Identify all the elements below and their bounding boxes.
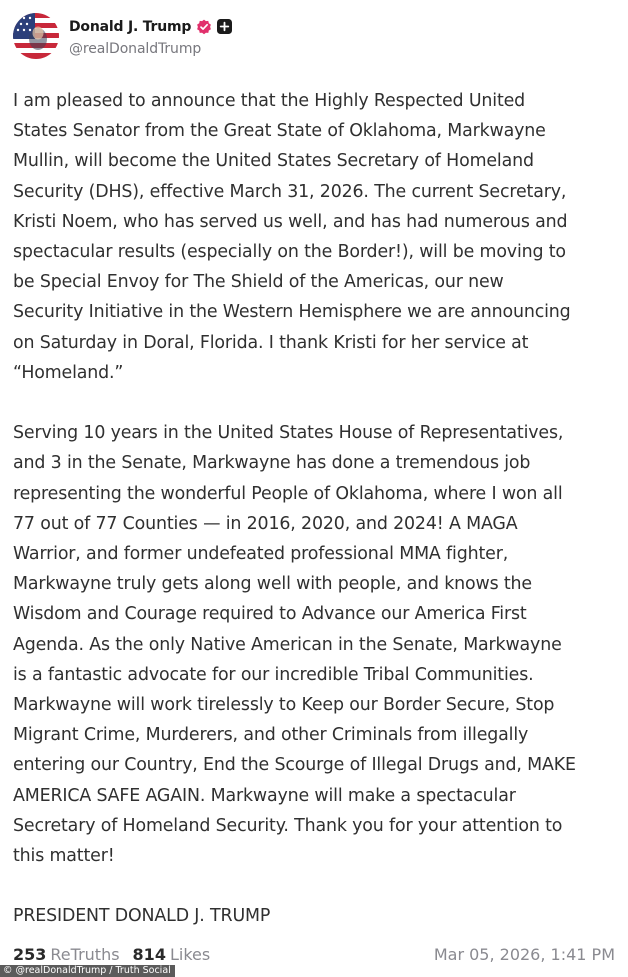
body-line: entering our Country, End the Scourge of Illegal Drugs and, MAKE (13, 755, 576, 776)
author-names (69, 16, 232, 57)
body-line: “Homeland.” (13, 362, 124, 383)
post-header (13, 13, 232, 59)
body-line: Warrior, and former undefeated professional MMA fighter, (13, 544, 509, 565)
paragraph-gap (13, 871, 621, 901)
plus-square-icon (217, 19, 232, 34)
retruths-stat[interactable] (13, 945, 120, 964)
signature-line: PRESIDENT DONALD J. TRUMP (13, 906, 271, 927)
retruths-label: ReTruths (50, 944, 120, 964)
body-line: Mullin, will become the United States Secretary of Homeland (13, 151, 534, 172)
author-display-name[interactable]: Donald J. Trump (69, 18, 192, 35)
body-line: Security (DHS), effective March 31, 2026. The current Secretary, (13, 181, 567, 202)
image-credit: © @realDonaldTrump / Truth Social (0, 965, 175, 977)
body-line: is a fantastic advocate for our incredible Tribal Communities. (13, 664, 534, 685)
likes-stat[interactable] (133, 945, 211, 964)
avatar-flag-image (13, 13, 59, 59)
body-line: AMERICA SAFE AGAIN. Markwayne will make a spectacular (13, 785, 516, 806)
verified-badge-icon (196, 19, 212, 35)
body-line: and 3 in the Senate, Markwayne has done a tremendous job (13, 453, 531, 474)
post-footer (13, 942, 615, 966)
avatar[interactable] (13, 13, 59, 59)
body-line: Migrant Crime, Murderers, and other Criminals from illegally (13, 725, 529, 746)
body-line: Serving 10 years in the United States House of Representatives, (13, 423, 564, 444)
body-line: be Special Envoy for The Shield of the Americas, our new (13, 272, 504, 293)
body-line: 77 out of 77 Counties — in 2016, 2020, and 2024! A MAGA (13, 513, 518, 534)
body-line: this matter! (13, 846, 115, 867)
post-body (13, 86, 621, 932)
body-line: States Senator from the Great State of Oklahoma, Markwayne (13, 121, 546, 142)
likes-count: 814 (132, 944, 166, 964)
retruths-count: 253 (13, 944, 47, 964)
name-row (69, 16, 232, 38)
body-line: spectacular results (especially on the Border!), will be moving to (13, 242, 566, 263)
body-line: Markwayne will work tirelessly to Keep our Border Secure, Stop (13, 695, 555, 716)
post-timestamp[interactable]: Mar 05, 2026, 1:41 PM (433, 944, 615, 964)
body-line: Security Initiative in the Western Hemisphere we are announcing (13, 302, 571, 323)
body-line: Secretary of Homeland Security. Thank you for your attention to (13, 815, 563, 836)
body-line: I am pleased to announce that the Highly Respected United (13, 91, 526, 111)
likes-label: Likes (169, 944, 211, 964)
body-line: Markwayne truly gets along well with people, and knows the (13, 574, 532, 595)
body-line: representing the wonderful People of Oklahoma, where I won all (13, 483, 563, 504)
paragraph-gap (13, 388, 621, 418)
body-line: on Saturday in Doral, Florida. I thank Kristi for her service at (13, 332, 529, 353)
author-handle[interactable]: @realDonaldTrump (69, 40, 202, 57)
body-line: Wisdom and Courage required to Advance our America First (13, 604, 527, 625)
body-line: Kristi Noem, who has served us well, and has had numerous and (13, 211, 568, 232)
body-line: Agenda. As the only Native American in the Senate, Markwayne (13, 634, 562, 655)
